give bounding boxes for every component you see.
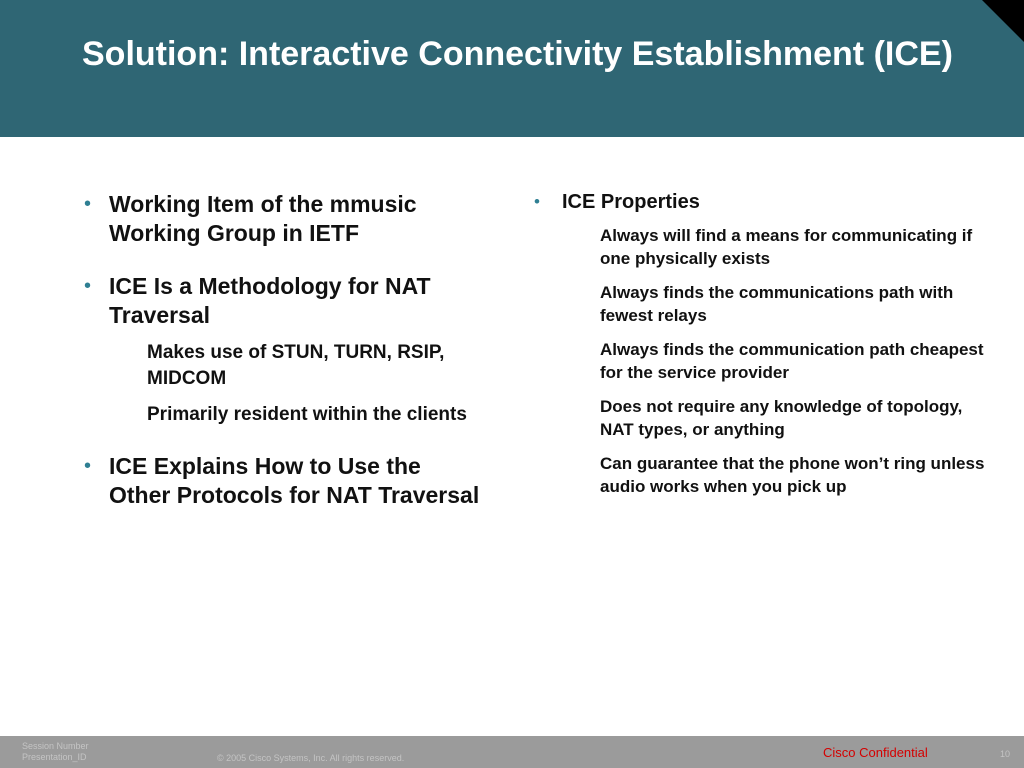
- property-item: Always will find a means for communicating if one physically exists: [600, 226, 973, 268]
- property-item: Does not require any knowledge of topology, NAT types, or anything: [600, 397, 963, 439]
- bullet-item: [84, 190, 484, 248]
- presentation-id: Presentation_ID: [22, 752, 87, 762]
- slide-title: Solution: Interactive Connectivity Establishment (ICE): [82, 35, 953, 73]
- bullet-text: ICE Explains How to Use the Other Protocols for NAT Traversal: [109, 453, 480, 508]
- bullet-item: [84, 272, 484, 330]
- copyright: © 2005 Cisco Systems, Inc. All rights reserved.: [217, 753, 405, 763]
- session-number: Session Number: [22, 741, 89, 751]
- footer-bar: [0, 736, 1024, 768]
- bullet-text: ICE Properties: [562, 191, 700, 213]
- bullet-text: ICE Is a Methodology for NAT Traversal: [109, 273, 431, 328]
- property-item: Always finds the communications path with fewest relays: [600, 283, 954, 325]
- left-column: [84, 190, 484, 534]
- sub-bullet-text: Primarily resident within the clients: [147, 404, 467, 425]
- confidential-label: Cisco Confidential: [823, 745, 928, 760]
- bullet-item: [534, 190, 994, 214]
- title-bar: [0, 0, 1024, 137]
- page-number: 10: [1000, 749, 1011, 759]
- bullet-item: [84, 452, 484, 510]
- bullet-icon: •: [84, 193, 92, 215]
- session-info: [22, 741, 89, 763]
- bullet-icon: •: [84, 455, 92, 477]
- right-column: [534, 190, 994, 509]
- bullet-text: Working Item of the mmusic Working Group in IETF: [109, 191, 417, 246]
- bullet-icon: •: [534, 192, 540, 211]
- property-item: Always finds the communication path cheapest for the service provider: [600, 340, 984, 382]
- sub-bullet-text: Makes use of STUN, TURN, RSIP, MIDCOM: [147, 342, 445, 389]
- corner-triangle: [982, 0, 1024, 42]
- property-item: Can guarantee that the phone won’t ring unless audio works when you pick up: [600, 454, 985, 496]
- bullet-icon: •: [84, 275, 92, 297]
